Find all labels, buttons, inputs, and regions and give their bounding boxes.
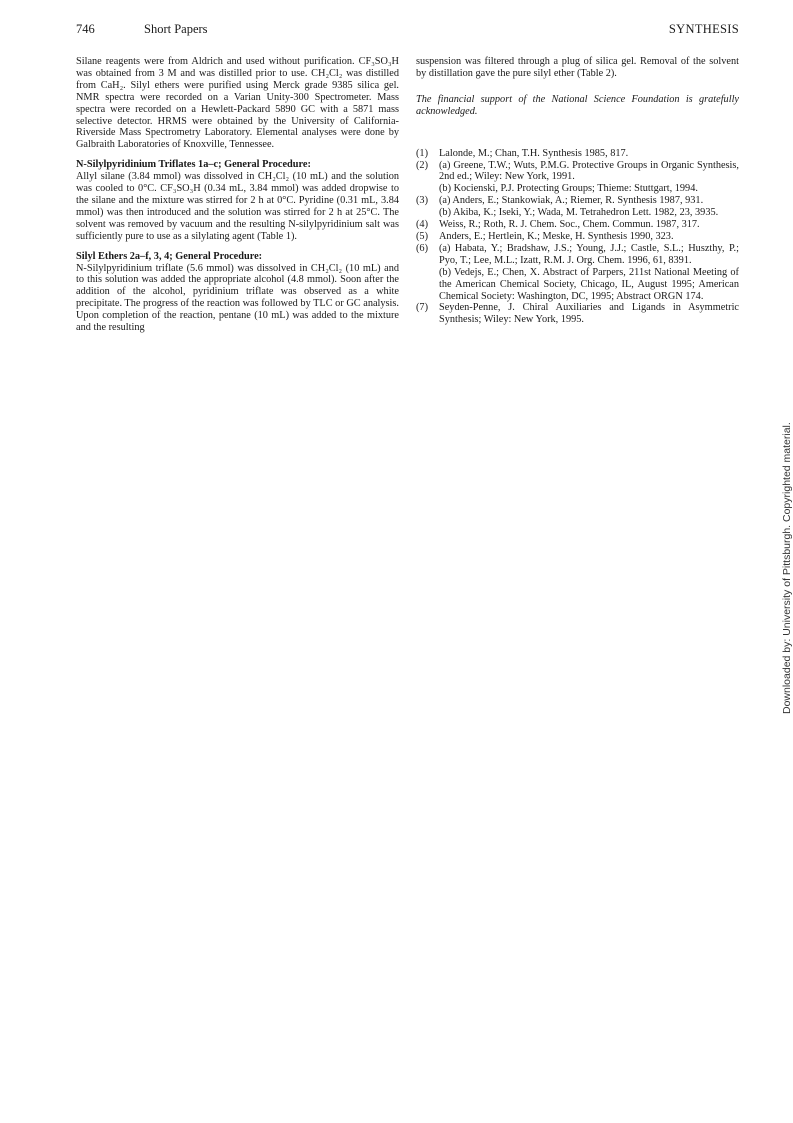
- reference-item: [416, 195, 739, 207]
- reference-text: Anders, E.; Hertlein, K.; Meske, H. Synthesis 1990, 323.: [439, 230, 674, 242]
- acknowledgment: The financial support of the National Science Foundation is gratefully acknowledged.: [416, 93, 739, 117]
- reference-text: (a) Greene, T.W.; Wuts, P.M.G. Protective Groups in Organic Synthesis, 2nd ed.; Wiley: New York, 1991.: [439, 159, 739, 183]
- reference-number: (4): [416, 219, 429, 231]
- reference-text: (b) Vedejs, E.; Chen, X. Abstract of Parpers, 211st National Meeting of the American Chemical Society, Chicago, IL, August 1995; American Chemical Society: Washington, DC, 1995; Abstract ORGN 174.: [439, 266, 739, 302]
- reference-text: (a) Anders, E.; Stankowiak, A.; Riemer, R. Synthesis 1987, 931.: [439, 195, 704, 207]
- reference-number: (7): [416, 302, 429, 314]
- reference-item: [416, 302, 739, 326]
- page-header: [76, 22, 739, 40]
- reference-number: (1): [416, 147, 429, 159]
- reference-number: (6): [416, 242, 429, 254]
- procedure-paragraph-triflates: Allyl silane (3.84 mmol) was dissolved in CH₂Cl₂ (10 mL) and the solution was cooled to 0°C. CF₃SO₃H (0.34 mL, 3.84 mmol) was added dropwise to the silane and the mixture was stirred for 2 h at 0°C. Pyridine (0.31 mL, 3.84 mmol) was then introduced and the solution was stirred for 2 h at 25°C. The solvent was removed by vacuum and the resulting N-silylpyridinium salt was sufficiently pure to use as a silylating agent (Table 1).: [76, 171, 399, 242]
- journal-name: SYNTHESIS: [668, 22, 739, 36]
- reference-text: (b) Akiba, K.; Iseki, Y.; Wada, M. Tetrahedron Lett. 1982, 23, 3935.: [439, 207, 719, 219]
- intro-paragraph: Silane reagents were from Aldrich and used without purification. CF₃SO₃H was obtained from 3 M and was distilled prior to use. CH₂Cl₂ was distilled from CaH₂. Silyl ethers were purified using Merck grade 9385 silica gel. NMR spectra were recorded on a Varian Unity-300 Spectrometer. Mass spectra were recorded on a Hewlett-Packard 5890 GC with a 5871 mass selective detector. HRMS were obtained by the University of California-Riverside Mass Spectrometry Laboratory. Elemental analyses were done by Galbraith Laboratories of Knoxville, Tennessee.: [76, 56, 399, 151]
- section-heading-silyl-ethers: Silyl Ethers 2a–f, 3, 4; General Procedure:: [76, 250, 263, 262]
- reference-list: [416, 148, 739, 327]
- reference-item: [416, 219, 739, 231]
- reference-item: [416, 267, 739, 303]
- right-column: [416, 56, 739, 326]
- reference-item: [416, 148, 739, 160]
- procedure-paragraph-silyl-ethers: N-Silylpyridinium triflate (5.6 mmol) was dissolved in CH₂Cl₂ (10 mL) and to this solution was added the appropriate alcohol (4.8 mmol). Soon after the addition of the alcohol, pyridinium triflate was observed as a white precipitate. The progress of the reaction was followed by TLC or GC analysis. Upon completion of the reaction, pentane (10 mL) was added to the mixture and the resulting: [76, 262, 399, 334]
- reference-text: (a) Habata, Y.; Bradshaw, J.S.; Young, J.J.; Castle, S.L.; Huszthy, P.; Pyo, T.; Lee, M.L.; Izatt, R.M. J. Org. Chem. 1996, 61, 8391.: [439, 242, 739, 266]
- left-column: [76, 56, 399, 334]
- page-number: 746: [76, 22, 95, 36]
- reference-item: [416, 160, 739, 184]
- reference-number: (2): [416, 159, 429, 171]
- reference-item: [416, 243, 739, 267]
- section-heading-triflates: N-Silylpyridinium Triflates 1a–c; General Procedure:: [76, 159, 311, 171]
- reference-number: [416, 267, 439, 303]
- download-watermark: Downloaded by: University of Pittsburgh. Copyrighted material.: [781, 422, 793, 714]
- reference-text: (b) Kocienski, P.J. Protecting Groups; Thieme: Stuttgart, 1994.: [439, 183, 698, 195]
- reference-text: Lalonde, M.; Chan, T.H. Synthesis 1985, 817.: [439, 147, 629, 159]
- reference-item: [416, 183, 739, 195]
- reference-number: [416, 183, 439, 195]
- reference-number: (5): [416, 230, 429, 242]
- continuation-paragraph: suspension was filtered through a plug of silica gel. Removal of the solvent by distillation gave the pure silyl ether (Table 2).: [416, 56, 739, 79]
- reference-number: [416, 207, 439, 219]
- reference-text: Weiss, R.; Roth, R. J. Chem. Soc., Chem. Commun. 1987, 317.: [439, 219, 700, 231]
- reference-text: Seyden-Penne, J. Chiral Auxiliaries and Ligands in Asymmetric Synthesis; Wiley: New York, 1995.: [439, 302, 739, 326]
- reference-item: [416, 207, 739, 219]
- running-title: Short Papers: [144, 22, 208, 36]
- reference-number: (3): [416, 195, 429, 207]
- reference-item: [416, 231, 739, 243]
